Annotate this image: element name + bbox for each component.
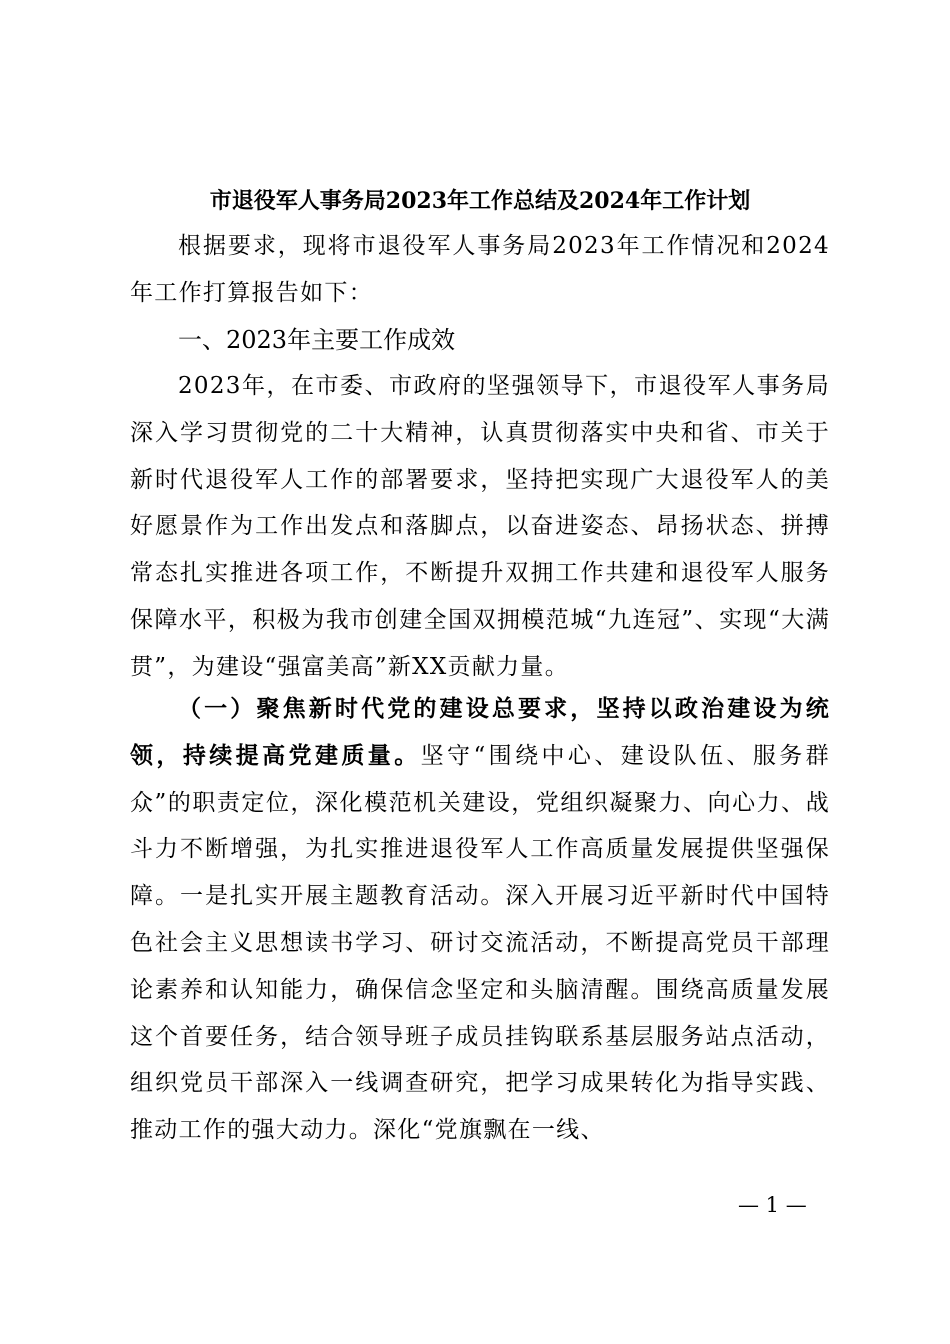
paragraph-2-bold-lead: （一）聚焦新时代党的建设总要求，坚持以政治建设为统领，持续提高党建质量。 bbox=[130, 695, 830, 769]
document-title: 市退役军人事务局2023年工作总结及2024年工作计划 bbox=[209, 188, 751, 214]
section-heading: 一、2023年主要工作成效 bbox=[178, 326, 456, 354]
paragraph-2-body: 坚守“围绕中心、建设队伍、服务群众”的职责定位，深化模范机关建设，党组织凝聚力、向心力、战斗力不断增强，为扎实推进退役军人工作高质量发展提供坚强保障。一是扎实开展主题教育活动。深入开展习近平新时代中国特色社会主义思想读书学习、研讨交流活动，不断提高党员干部理论素养和认知能力，确保信念坚定和头脑清醒。围绕高质量发展这个首要任务，结合领导班子成员挂钩联系基层服务站点活动，组织党员干部深入一线调查研究，把学习成果转化为指导实践、推动工作的强大动力。深化“党旗飘在一线、 bbox=[130, 742, 830, 1144]
body-paragraph-1: 2023年，在市委、市政府的坚强领导下，市退役军人事务局深入学习贯彻党的二十大精神，认真贯彻落实中央和省、市关于新时代退役军人工作的部署要求，坚持把实现广大退役军人的美好愿景作为工作出发点和落脚点，以奋进姿态、昂扬状态、拼搏常态扎实推进各项工作，不断提升双拥工作共建和退役军人服务保障水平，积极为我市创建全国双拥模范城“九连冠”、实现“大满贯”，为建设“强富美高”新XX贡献力量。 bbox=[130, 373, 830, 680]
intro-paragraph: 根据要求，现将市退役军人事务局2023年工作情况和2024年工作打算报告如下： bbox=[130, 233, 830, 306]
body-paragraph-2 bbox=[130, 686, 830, 1154]
page-number: — 1 — bbox=[738, 1193, 807, 1217]
